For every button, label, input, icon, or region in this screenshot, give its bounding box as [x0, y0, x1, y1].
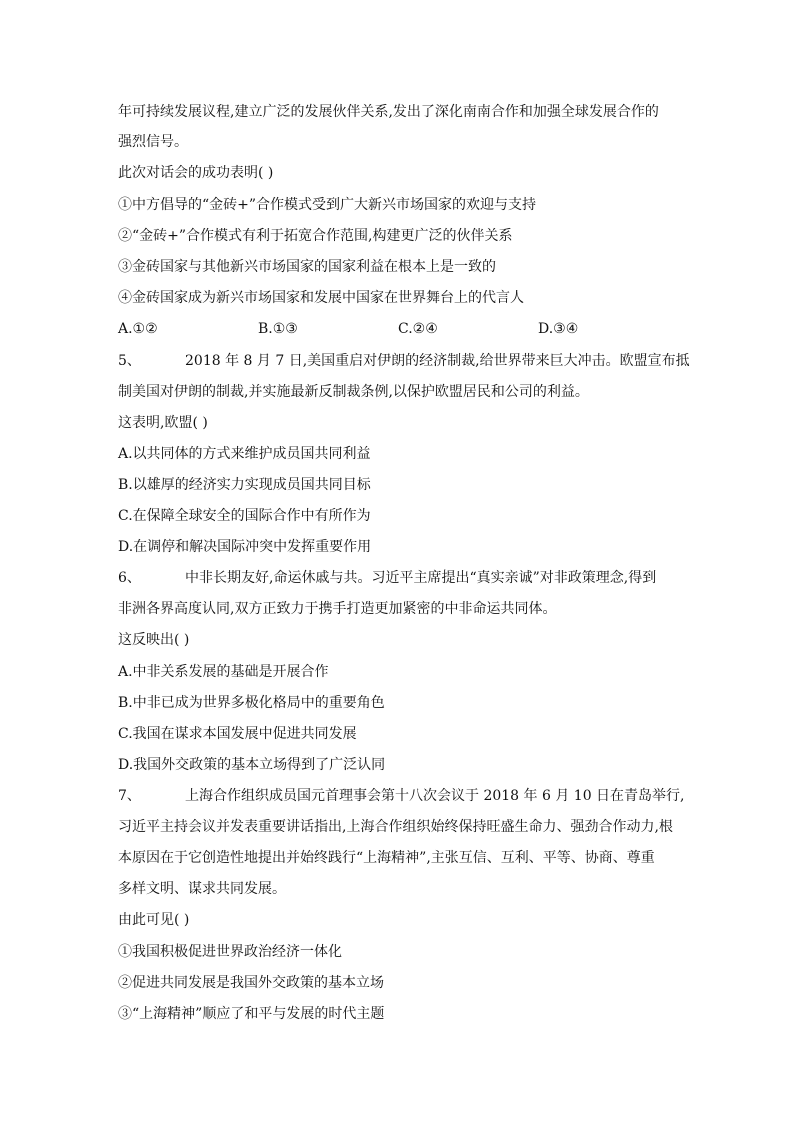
- q6-option-c[interactable]: C.我国在谋求本国发展中促进共同发展: [118, 726, 357, 742]
- q4-continuation-line-2: 强烈信号。: [118, 134, 188, 150]
- q6-option-b[interactable]: B.中非已成为世界多极化格局中的重要角色: [118, 695, 385, 711]
- q6-option-d[interactable]: D.我国外交政策的基本立场得到了广泛认同: [118, 757, 386, 773]
- q5-text-line-2: 制美国对伊朗的制裁,并实施最新反制裁条例,以保护欧盟居民和公司的利益。: [118, 384, 589, 400]
- q7-text-line-4: 多样文明、谋求共同发展。: [118, 881, 286, 897]
- q6-text-line-2: 非洲各界高度认同,双方正致力于携手打造更加紧密的中非命运共同体。: [118, 601, 557, 617]
- q7-statement-3: ③“上海精神”顺应了和平与发展的时代主题: [118, 1006, 385, 1022]
- q6-option-a[interactable]: A.中非关系发展的基础是开展合作: [118, 664, 329, 680]
- q5-option-b[interactable]: B.以雄厚的经济实力实现成员国共同目标: [118, 477, 371, 493]
- q5-text-line-1: 2018 年 8 月 7 日,美国重启对伊朗的经济制裁,给世界带来巨大冲击。欧盟宣布抵: [185, 353, 690, 369]
- q7-text-line-3: 本原因在于它创造性地提出并始终践行“上海精神”,主张互信、互利、平等、协商、尊重: [118, 850, 655, 866]
- q4-statement-1: ①中方倡导的“金砖+”合作模式受到广大新兴市场国家的欢迎与支持: [118, 197, 537, 213]
- q6-number: 6、: [118, 570, 141, 586]
- q5-number: 5、: [118, 353, 141, 369]
- q4-option-c[interactable]: C.②④: [398, 321, 438, 337]
- q7-text-line-1: 上海合作组织成员国元首理事会第十八次会议于 2018 年 6 月 10 日在青岛举行,: [185, 788, 685, 804]
- q4-option-b[interactable]: B.①③: [258, 321, 298, 337]
- q4-statement-4: ④金砖国家成为新兴市场国家和发展中国家在世界舞台上的代言人: [118, 290, 524, 306]
- q4-prompt: 此次对话会的成功表明( ): [118, 165, 274, 181]
- q7-statement-1: ①我国积极促进世界政治经济一体化: [118, 944, 342, 960]
- q5-option-c[interactable]: C.在保障全球安全的国际合作中有所作为: [118, 508, 371, 524]
- q4-option-d[interactable]: D.③④: [538, 321, 579, 337]
- q5-option-a[interactable]: A.以共同体的方式来维护成员国共同利益: [118, 446, 371, 462]
- q5-option-d[interactable]: D.在调停和解决国际冲突中发挥重要作用: [118, 539, 372, 555]
- q4-statement-3: ③金砖国家与其他新兴市场国家的国家利益在根本上是一致的: [118, 259, 496, 275]
- q4-continuation-line-1: 年可持续发展议程,建立广泛的发展伙伴关系,发出了深化南南合作和加强全球发展合作的: [118, 104, 659, 120]
- q5-prompt: 这表明,欧盟( ): [118, 415, 208, 431]
- q7-text-line-2: 习近平主持会议并发表重要讲话指出,上海合作组织始终保持旺盛生命力、强劲合作动力,根: [118, 819, 673, 835]
- q7-statement-2: ②促进共同发展是我国外交政策的基本立场: [118, 975, 384, 991]
- q7-prompt: 由此可见( ): [118, 912, 190, 928]
- q7-number: 7、: [118, 788, 141, 804]
- q4-option-a[interactable]: A.①②: [118, 321, 158, 337]
- q6-prompt: 这反映出( ): [118, 632, 190, 648]
- q6-text-line-1: 中非长期友好,命运休戚与共。习近平主席提出“真实亲诚”对非政策理念,得到: [185, 570, 657, 586]
- q4-statement-2: ②“金砖+”合作模式有利于拓宽合作范围,构建更广泛的伙伴关系: [118, 228, 513, 244]
